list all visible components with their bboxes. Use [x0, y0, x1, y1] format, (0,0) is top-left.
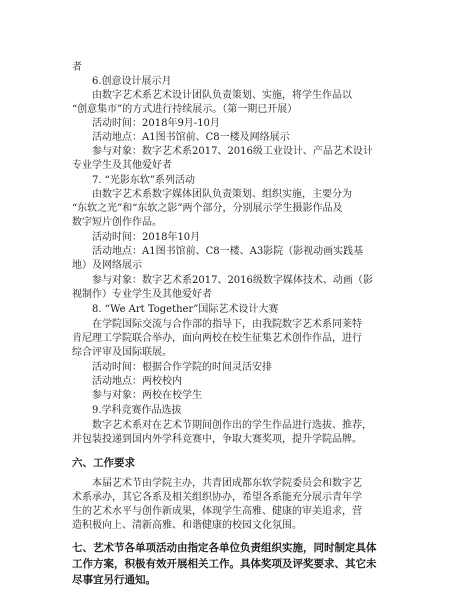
text-line: 视制作）专业学生及其他爱好者 [72, 289, 212, 300]
text-line: “创意集市”的方式进行持续展示。（第一期已开展） [72, 104, 298, 115]
text-line: 参与对象：两校在校学生 [92, 390, 202, 401]
item-heading: 6.创意设计展示月 [92, 76, 172, 87]
item-heading: 8. “We Art Together”国际艺术设计大赛 [92, 304, 279, 315]
text-line: 综合评审及国际联展。 [72, 347, 172, 358]
text-line: 造积极向上、清新高雅、和谐健康的校园文化氛围。 [72, 520, 302, 531]
text-line: “东软之光”和“东软之影”两个部分，分别展示学生摄影作品及 [72, 203, 343, 214]
item-heading: 9.学科竞赛作品选拔 [92, 405, 182, 416]
text-line: 参与对象：数字艺术系2017、2016级工业设计、产品艺术设计 [92, 146, 373, 157]
text-line: 活动地点：A1图书馆前、C8一楼及网络展示 [92, 132, 290, 143]
section-heading: 七、艺术节各单项活动由指定各单位负责组织实施，同时制定具体 [72, 542, 377, 554]
item-heading: 7. “光影东软”系列活动 [92, 175, 195, 186]
text-line: 本届艺术节由学院主办，共青团成都东软学院委员会和数字艺 [92, 478, 362, 489]
bold-text-line: 工作方案，积极有效开展相关工作。具体奖项及评奖要求、其它未 [72, 558, 377, 570]
text-line: 活动时间：根据合作学院的时间灵活安排 [92, 362, 272, 373]
text-line: 在学院国际交流与合作部的指导下，由我院数字艺术系同莱特 [92, 319, 362, 330]
text-line: 活动地点：A1图书馆前、C8一楼、A3影院（影视动画实践基 [92, 246, 364, 257]
text-line: 数字艺术系对在艺术节期间创作出的学生作品进行选拔、推荐， [92, 420, 372, 431]
text-line: 地）及网络展示 [72, 260, 142, 271]
text-line: 由数字艺术系数字媒体团队负责策划、组织实施，主要分为 [92, 189, 352, 200]
text-line: 活动时间：2018年9月-10月 [92, 118, 220, 129]
text-line: 术系承办，其它各系及相关组织协办，希望各系能充分展示青年学 [72, 492, 362, 503]
text-line: 参与对象：数字艺术系2017、2016级数字媒体技术、动画（影 [92, 275, 373, 286]
text-line: 生的艺术水平与创作新成果，体现学生高雅、健康的审美追求，营 [72, 506, 362, 517]
text-line: 由数字艺术系艺术设计团队负责策划、实施，将学生作品以 [92, 90, 352, 101]
text-line: 者 [72, 62, 82, 73]
bold-text-line: 尽事宜另行通知。 [72, 574, 156, 586]
text-line: 专业学生及其他爱好者 [72, 160, 172, 171]
text-line: 活动地点：两校校内 [92, 376, 182, 387]
section-heading: 六、工作要求 [72, 457, 135, 469]
text-line: 肯尼理工学院联合举办，面向两校在校生征集艺术创作作品，进行 [72, 333, 362, 344]
text-line: 活动时间：2018年10月 [92, 232, 201, 243]
text-line: 并包装投递到国内外学科竞赛中，争取大赛奖项，提升学院品牌。 [72, 434, 362, 445]
text-line: 数字短片创作作品。 [72, 217, 162, 228]
